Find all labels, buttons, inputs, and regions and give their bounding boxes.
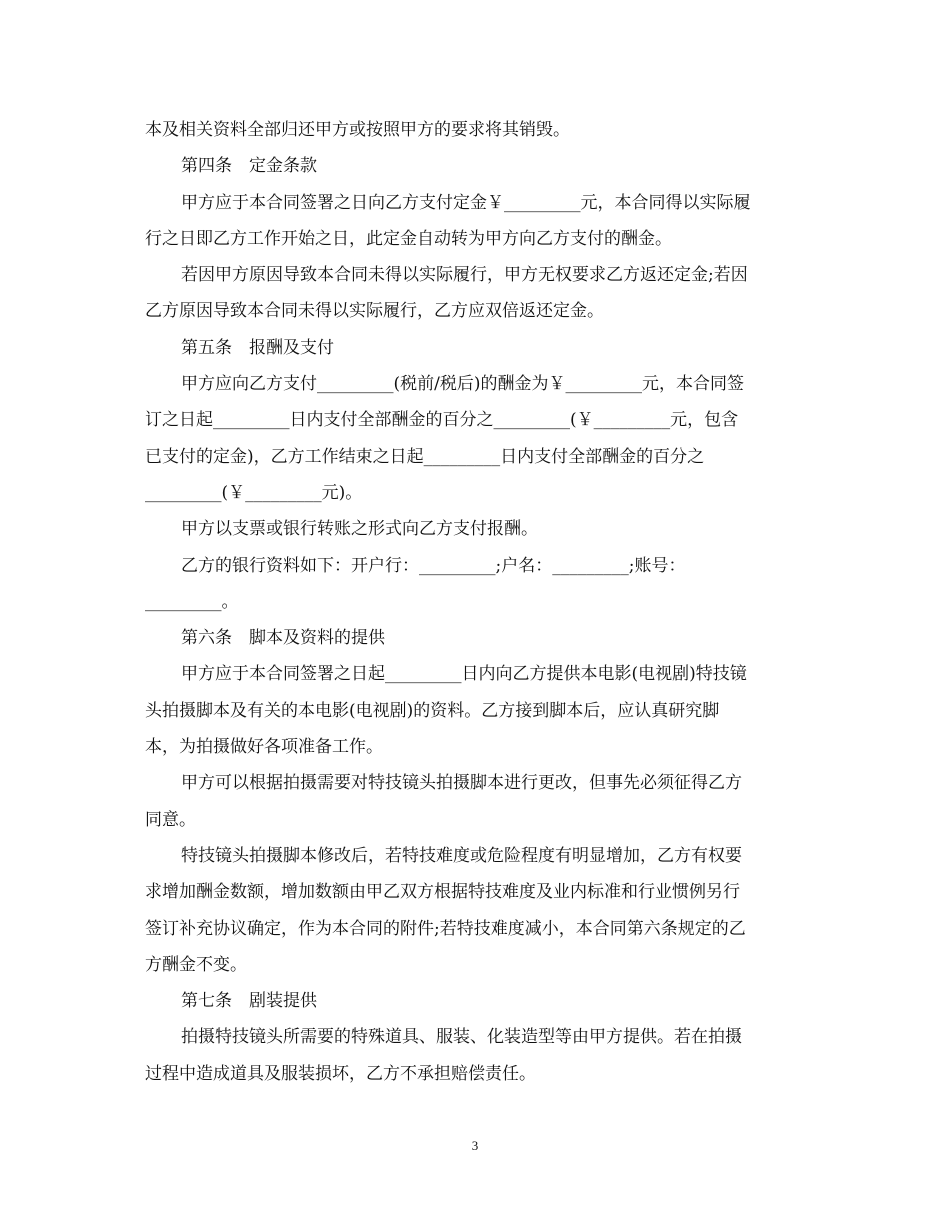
section-heading-7: 第七条 剧装提供: [181, 991, 317, 1012]
page-number: 3: [471, 1138, 479, 1153]
text-line: _________(￥_________元)。: [145, 482, 363, 503]
text-line: 求增加酬金数额，增加数额由甲乙双方根据特技难度及业内标准和行业惯例另行: [145, 882, 740, 903]
text-line: 特技镜头拍摄脚本修改后，若特技难度或危险程度有明显增加，乙方有权要: [181, 845, 742, 866]
section-heading-5: 第五条 报酬及支付: [181, 337, 334, 358]
text-line: 头拍摄脚本及有关的本电影(电视剧)的资料。乙方接到脚本后，应认真研究脚: [145, 700, 720, 721]
text-line: 过程中造成道具及服装损坏，乙方不承担赔偿责任。: [145, 1063, 536, 1084]
text-line: 拍摄特技镜头所需要的特殊道具、服装、化装造型等由甲方提供。若在拍摄: [181, 1027, 742, 1048]
text-line: 甲方应于本合同签署之日起_________日内向乙方提供本电影(电视剧)特技镜: [181, 664, 747, 685]
text-line: 乙方的银行资料如下：开户行：_________;户名：_________;账号：: [181, 555, 686, 576]
text-line: _________。: [145, 591, 239, 612]
text-line: 甲方应于本合同签署之日向乙方支付定金￥_________元，本合同得以实际履: [181, 192, 751, 213]
text-line: 已支付的定金)，乙方工作结束之日起_________日内支付全部酬金的百分之: [145, 446, 705, 467]
text-line: 本，为拍摄做好各项准备工作。: [145, 737, 383, 758]
text-line: 若因甲方原因导致本合同未得以实际履行，甲方无权要求乙方返还定金;若因: [181, 265, 748, 286]
text-line: 本及相关资料全部归还甲方或按照甲方的要求将其销毁。: [145, 120, 570, 140]
section-heading-4: 第四条 定金条款: [181, 156, 317, 177]
text-line: 签订补充协议确定，作为本合同的附件;若特技难度减小，本合同第六条规定的乙: [145, 918, 746, 939]
text-line: 订之日起_________日内支付全部酬金的百分之_________(￥_________元，包含: [145, 410, 739, 431]
text-line: 甲方可以根据拍摄需要对特技镜头拍摄脚本进行更改，但事先必须征得乙方: [181, 773, 742, 794]
text-line: 甲方应向乙方支付_________(税前/税后)的酬金为￥_________元，本合同签: [181, 374, 744, 395]
text-line: 行之日即乙方工作开始之日，此定金自动转为甲方向乙方支付的酬金。: [145, 228, 672, 249]
text-line: 方酬金不变。: [145, 954, 247, 975]
text-line: 同意。: [145, 809, 196, 830]
section-heading-6: 第六条 脚本及资料的提供: [181, 628, 385, 649]
text-line: 乙方原因导致本合同未得以实际履行，乙方应双倍返还定金。: [145, 301, 604, 322]
text-line: 甲方以支票或银行转账之形式向乙方支付报酬。: [181, 519, 538, 540]
document-body: [145, 112, 805, 1092]
